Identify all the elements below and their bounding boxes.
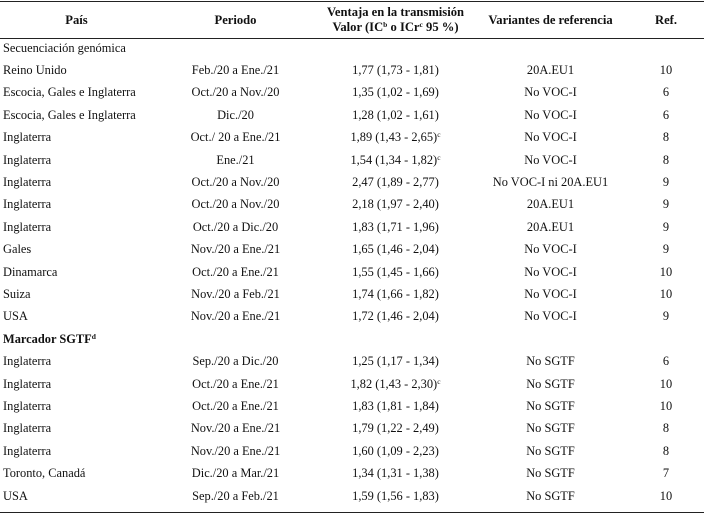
- cell-variante-text: No VOC-I: [524, 242, 577, 257]
- cell-valor-text: 1,28 (1,02 - 1,61): [352, 107, 439, 122]
- cell-valor: [318, 418, 473, 440]
- cell-periodo-text: Feb./20 a Ene./21: [191, 63, 280, 78]
- cell-pais-text: Toronto, Canadá: [3, 466, 86, 481]
- cell-valor: [318, 194, 473, 216]
- cell-valor: [318, 104, 473, 126]
- cell-variante: [473, 373, 628, 395]
- table-row: [0, 306, 704, 328]
- table-row: [0, 440, 704, 462]
- cell-valor: [318, 127, 473, 149]
- cell-variante-text: No SGTF: [526, 354, 575, 369]
- cell-pais-text: Inglaterra: [3, 152, 52, 167]
- cell-variante: [473, 306, 628, 328]
- cell-periodo: [153, 350, 318, 372]
- cell-valor-text: 2,18 (1,97 - 2,40): [352, 197, 439, 212]
- cell-periodo-text: Nov./20 a Ene./21: [190, 309, 281, 324]
- header-row: [0, 3, 704, 37]
- cell-valor: [318, 261, 473, 283]
- cell-pais: [0, 373, 153, 395]
- cell-valor: [318, 485, 473, 507]
- table-body: [0, 37, 704, 507]
- cell-periodo: [153, 216, 318, 238]
- cell-periodo: [153, 440, 318, 462]
- cell-periodo: [153, 194, 318, 216]
- table-row: [0, 418, 704, 440]
- cell-ref-text: 8: [662, 130, 670, 145]
- section-title-sup: d: [91, 331, 96, 341]
- cell-variante: [473, 149, 628, 171]
- cell-variante: [473, 261, 628, 283]
- cell-periodo-text: Oct./20 a Dic./20: [192, 219, 279, 234]
- section-row: [0, 328, 704, 350]
- cell-variante: [473, 395, 628, 417]
- table-row: [0, 194, 704, 216]
- cell-ref-text: 10: [659, 488, 673, 503]
- cell-variante-text: 20A.EU1: [526, 63, 575, 78]
- cell-periodo-text: Nov./20 a Ene./21: [190, 443, 281, 458]
- cell-periodo: [153, 239, 318, 261]
- cell-ref: [628, 239, 704, 261]
- cell-variante: [473, 418, 628, 440]
- cell-pais: [0, 104, 153, 126]
- cell-pais: [0, 485, 153, 507]
- cell-valor-text: 1,54 (1,34 - 1,82): [350, 152, 438, 167]
- cell-ref-text: 9: [662, 197, 670, 212]
- cell-valor-sup: c: [437, 376, 441, 386]
- cell-variante-text: No SGTF: [526, 421, 575, 436]
- cell-variante-text: No SGTF: [526, 398, 575, 413]
- cell-pais-text: USA: [3, 309, 28, 324]
- table-row: [0, 216, 704, 238]
- cell-valor-text: 1,25 (1,17 - 1,34): [352, 354, 439, 369]
- cell-pais: [0, 82, 153, 104]
- table-row: [0, 127, 704, 149]
- cell-pais-text: Inglaterra: [3, 197, 52, 212]
- table-row: [0, 261, 704, 283]
- cell-periodo: [153, 127, 318, 149]
- cell-periodo-text: Dic./20 a Mar./21: [191, 466, 280, 481]
- cell-ref-text: 7: [662, 466, 670, 481]
- cell-valor: [318, 462, 473, 484]
- cell-periodo: [153, 418, 318, 440]
- cell-valor: [318, 239, 473, 261]
- cell-valor-text: 1,74 (1,66 - 1,82): [352, 286, 439, 301]
- cell-ref: [628, 373, 704, 395]
- cell-ref-text: 10: [659, 398, 673, 413]
- cell-variante-text: No SGTF: [526, 376, 575, 391]
- cell-variante: [473, 440, 628, 462]
- cell-pais: [0, 350, 153, 372]
- cell-ref-text: 10: [659, 63, 673, 78]
- cell-ref-text: 6: [662, 107, 670, 122]
- cell-periodo-text: Oct./20 a Ene./21: [192, 264, 279, 279]
- header-ref: Ref.: [654, 12, 678, 27]
- cell-variante-text: No VOC-I: [524, 264, 577, 279]
- table-header: [0, 3, 704, 37]
- cell-variante-text: 20A.EU1: [526, 219, 575, 234]
- cell-pais-text: USA: [3, 488, 28, 503]
- cell-valor-text: 1,79 (1,22 - 2,49): [352, 421, 439, 436]
- cell-ref: [628, 59, 704, 81]
- header-sup-c: c: [419, 20, 423, 29]
- cell-ref-text: 8: [662, 421, 670, 436]
- cell-periodo-text: Oct./20 a Ene./21: [192, 376, 279, 391]
- cell-periodo: [153, 82, 318, 104]
- cell-ref-text: 6: [662, 85, 670, 100]
- header-sup-b: b: [383, 20, 388, 29]
- cell-ref: [628, 261, 704, 283]
- cell-pais: [0, 59, 153, 81]
- cell-variante-text: 20A.EU1: [526, 197, 575, 212]
- cell-periodo-text: Nov./20 a Ene./21: [190, 421, 281, 436]
- cell-variante-text: No VOC-I ni 20A.EU1: [492, 175, 609, 190]
- cell-valor-text: 1,83 (1,71 - 1,96): [352, 219, 439, 234]
- cell-ref: [628, 306, 704, 328]
- cell-ref: [628, 82, 704, 104]
- cell-ref: [628, 104, 704, 126]
- cell-pais-text: Inglaterra: [3, 398, 52, 413]
- cell-variante: [473, 350, 628, 372]
- cell-variante: [473, 216, 628, 238]
- cell-variante: [473, 462, 628, 484]
- section-title-text: Secuenciación genómica: [3, 40, 126, 55]
- section-title: [0, 37, 704, 59]
- cell-periodo: [153, 283, 318, 305]
- cell-periodo-text: Oct./ 20 a Ene./21: [190, 130, 281, 145]
- header-ventaja-line2a: Valor (IC: [332, 20, 384, 34]
- cell-valor-sup: c: [437, 152, 441, 162]
- cell-pais: [0, 216, 153, 238]
- cell-variante: [473, 283, 628, 305]
- cell-variante-text: No VOC-I: [524, 107, 577, 122]
- table-row: [0, 59, 704, 81]
- cell-pais: [0, 418, 153, 440]
- cell-valor-text: 1,72 (1,46 - 2,04): [352, 309, 439, 324]
- table-row: [0, 283, 704, 305]
- cell-variante-text: No VOC-I: [524, 152, 577, 167]
- cell-ref: [628, 216, 704, 238]
- cell-variante: [473, 127, 628, 149]
- header-ventaja-line1: Ventaja en la transmisión: [326, 5, 465, 19]
- cell-ref-text: 10: [659, 264, 673, 279]
- cell-pais: [0, 194, 153, 216]
- cell-valor-text: 1,34 (1,31 - 1,38): [352, 466, 439, 481]
- cell-valor: [318, 373, 473, 395]
- cell-valor-text: 1,60 (1,09 - 2,23): [352, 443, 439, 458]
- cell-pais-text: Inglaterra: [3, 354, 52, 369]
- cell-ref-text: 8: [662, 152, 670, 167]
- cell-ref-text: 6: [662, 354, 670, 369]
- cell-ref: [628, 462, 704, 484]
- section-row: [0, 37, 704, 59]
- table-row: [0, 373, 704, 395]
- cell-pais: [0, 283, 153, 305]
- cell-pais-text: Gales: [3, 242, 32, 257]
- cell-valor: [318, 350, 473, 372]
- cell-periodo-text: Sep./20 a Feb./21: [192, 488, 279, 503]
- header-rule: [0, 38, 704, 39]
- cell-periodo: [153, 104, 318, 126]
- transmission-advantage-table: [0, 3, 704, 507]
- cell-ref: [628, 350, 704, 372]
- cell-valor-text: 1,82 (1,43 - 2,30): [350, 376, 438, 391]
- cell-ref-text: 9: [662, 219, 670, 234]
- table-row: [0, 171, 704, 193]
- cell-periodo-text: Sep./20 a Dic./20: [192, 354, 279, 369]
- cell-variante-text: No SGTF: [526, 443, 575, 458]
- cell-valor: [318, 149, 473, 171]
- cell-periodo: [153, 373, 318, 395]
- cell-valor-text: 1,89 (1,43 - 2,65): [350, 130, 438, 145]
- cell-variante-text: No VOC-I: [524, 85, 577, 100]
- cell-valor: [318, 440, 473, 462]
- cell-pais: [0, 440, 153, 462]
- header-variantes: Variantes de referencia: [488, 12, 613, 27]
- cell-pais-text: Escocia, Gales e Inglaterra: [3, 107, 136, 122]
- cell-ref-text: 10: [659, 286, 673, 301]
- cell-pais: [0, 395, 153, 417]
- cell-pais-text: Suiza: [3, 286, 31, 301]
- table-row: [0, 462, 704, 484]
- cell-periodo-text: Ene./21: [216, 152, 255, 167]
- cell-pais: [0, 261, 153, 283]
- table-row: [0, 149, 704, 171]
- cell-valor-text: 1,77 (1,73 - 1,81): [352, 63, 439, 78]
- cell-pais-text: Dinamarca: [3, 264, 58, 279]
- cell-periodo-text: Nov./20 a Ene./21: [190, 242, 281, 257]
- cell-valor-text: 1,59 (1,56 - 1,83): [352, 488, 439, 503]
- cell-variante: [473, 104, 628, 126]
- cell-pais-text: Inglaterra: [3, 175, 52, 190]
- cell-valor-text: 2,47 (1,89 - 2,77): [352, 175, 439, 190]
- cell-periodo: [153, 395, 318, 417]
- cell-periodo: [153, 261, 318, 283]
- cell-pais-text: Inglaterra: [3, 130, 52, 145]
- cell-valor-sup: c: [437, 130, 441, 140]
- cell-valor: [318, 306, 473, 328]
- section-title-text: Marcador SGTF: [3, 331, 92, 346]
- cell-pais-text: Inglaterra: [3, 421, 52, 436]
- table-row: [0, 239, 704, 261]
- cell-pais: [0, 149, 153, 171]
- cell-pais-text: Reino Unido: [3, 63, 67, 78]
- cell-variante-text: No VOC-I: [524, 286, 577, 301]
- cell-ref: [628, 149, 704, 171]
- cell-ref-text: 9: [662, 242, 670, 257]
- cell-ref: [628, 194, 704, 216]
- cell-periodo: [153, 171, 318, 193]
- cell-periodo-text: Oct./20 a Nov./20: [191, 175, 280, 190]
- cell-periodo-text: Oct./20 a Ene./21: [192, 398, 279, 413]
- cell-variante: [473, 485, 628, 507]
- cell-periodo: [153, 59, 318, 81]
- cell-valor: [318, 82, 473, 104]
- section-title: [0, 328, 704, 350]
- cell-periodo: [153, 306, 318, 328]
- cell-ref-text: 10: [659, 376, 673, 391]
- cell-periodo-text: Oct./20 a Nov./20: [191, 85, 280, 100]
- cell-periodo: [153, 462, 318, 484]
- cell-periodo-text: Nov./20 a Feb./21: [191, 286, 280, 301]
- cell-valor-text: 1,83 (1,81 - 1,84): [352, 398, 439, 413]
- cell-valor-text: 1,65 (1,46 - 2,04): [352, 242, 439, 257]
- cell-pais-text: Escocia, Gales e Inglaterra: [3, 85, 136, 100]
- cell-periodo-text: Dic./20: [217, 107, 254, 122]
- cell-variante-text: No VOC-I: [524, 130, 577, 145]
- cell-pais: [0, 306, 153, 328]
- cell-ref-text: 9: [662, 175, 670, 190]
- cell-ref: [628, 485, 704, 507]
- cell-ref: [628, 418, 704, 440]
- cell-variante-text: No SGTF: [526, 466, 575, 481]
- cell-pais: [0, 171, 153, 193]
- cell-variante: [473, 59, 628, 81]
- cell-valor-text: 1,35 (1,02 - 1,69): [352, 85, 439, 100]
- table-row: [0, 485, 704, 507]
- cell-valor: [318, 283, 473, 305]
- cell-valor: [318, 171, 473, 193]
- table-row: [0, 82, 704, 104]
- cell-periodo: [153, 485, 318, 507]
- cell-pais-text: Inglaterra: [3, 376, 52, 391]
- cell-pais-text: Inglaterra: [3, 443, 52, 458]
- cell-ref: [628, 440, 704, 462]
- cell-pais-text: Inglaterra: [3, 219, 52, 234]
- cell-pais: [0, 239, 153, 261]
- cell-variante: [473, 82, 628, 104]
- cell-ref: [628, 395, 704, 417]
- header-ventaja: [318, 3, 473, 37]
- header-periodo: Periodo: [214, 12, 257, 27]
- header-ventaja-line2b: o ICr: [387, 20, 420, 34]
- table-row: [0, 395, 704, 417]
- cell-ref: [628, 171, 704, 193]
- table-row: [0, 104, 704, 126]
- cell-pais: [0, 127, 153, 149]
- top-rule: [0, 1, 704, 2]
- cell-valor: [318, 59, 473, 81]
- cell-ref-text: 9: [662, 309, 670, 324]
- cell-variante: [473, 239, 628, 261]
- cell-ref: [628, 127, 704, 149]
- cell-valor: [318, 216, 473, 238]
- cell-variante-text: No SGTF: [526, 488, 575, 503]
- cell-periodo-text: Oct./20 a Nov./20: [191, 197, 280, 212]
- cell-pais: [0, 462, 153, 484]
- header-ventaja-line2c: 95 %): [422, 20, 459, 34]
- table-row: [0, 350, 704, 372]
- header-pais: País: [65, 12, 88, 27]
- cell-ref: [628, 283, 704, 305]
- cell-variante: [473, 194, 628, 216]
- cell-variante: [473, 171, 628, 193]
- cell-valor: [318, 395, 473, 417]
- cell-periodo: [153, 149, 318, 171]
- cell-valor-text: 1,55 (1,45 - 1,66): [352, 264, 439, 279]
- cell-ref-text: 8: [662, 443, 670, 458]
- cell-variante-text: No VOC-I: [524, 309, 577, 324]
